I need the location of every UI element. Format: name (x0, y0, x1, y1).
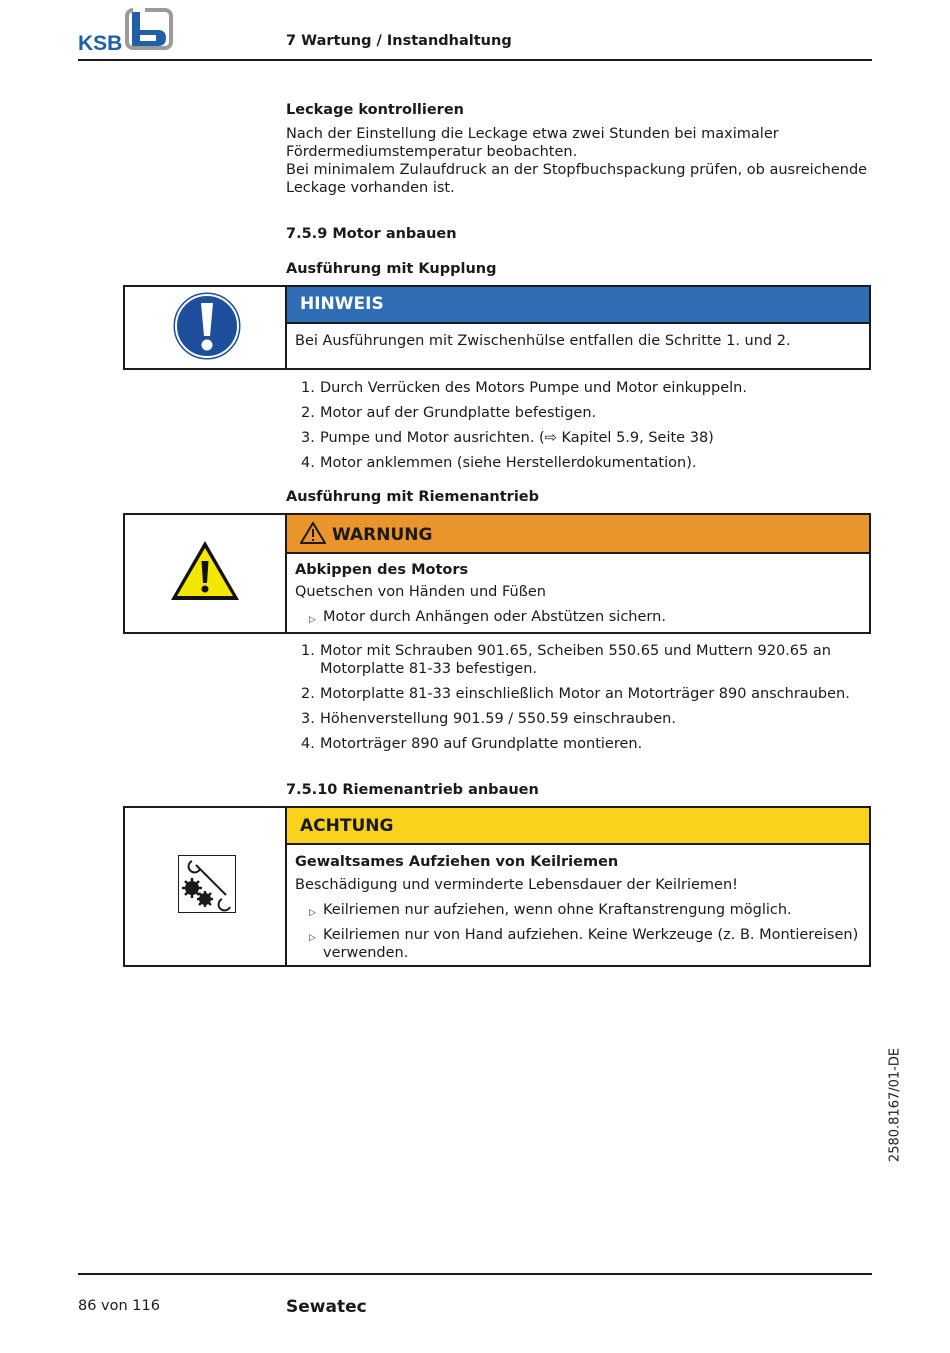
caution-action (295, 901, 861, 919)
leakage-line: Fördermediumstemperatur beobachten. (286, 144, 578, 160)
wrench-gears-icon (178, 855, 236, 913)
document-number-text: 2580.8167/01-DE (887, 1047, 903, 1163)
step-text: Motor auf der Grundplatte befestigen. (320, 405, 597, 421)
caution-hazard: Gewaltsames Aufziehen von Keilriemen (295, 854, 619, 870)
step-text: Höhenverstellung 901.59 / 550.59 einschrauben. (320, 711, 676, 727)
logo-text: KSB (78, 32, 123, 52)
warning-content (295, 561, 861, 626)
list-item (286, 642, 866, 678)
section-title: 7 Wartung / Instandhaltung (286, 33, 512, 49)
step-text: Motor mit Schrauben 901.65, Scheiben 550.65 und Muttern 920.65 an (320, 643, 831, 659)
step-number: 2. (301, 686, 315, 702)
leakage-paragraph (286, 125, 867, 197)
step-text: Motor anklemmen (siehe Herstellerdokumentation). (320, 455, 697, 471)
leakage-line: Nach der Einstellung die Leckage etwa zwei Stunden bei maximaler (286, 126, 779, 142)
step-number: 4. (301, 455, 315, 471)
motor-section-heading: 7.5.9 Motor anbauen (286, 226, 457, 242)
step-text: Motorträger 890 auf Grundplatte montieren. (320, 736, 643, 752)
list-item (286, 710, 866, 728)
notice-icon-cell (125, 287, 287, 368)
ksb-logo (78, 8, 174, 52)
step-text: Motorplatte 81-33 einschließlich Motor an Motorträger 890 anschrauben. (320, 686, 850, 702)
caution-action-text: Keilriemen nur aufziehen, wenn ohne Kraftanstrengung möglich. (323, 902, 792, 918)
list-item (286, 454, 866, 472)
step-number: 4. (301, 736, 315, 752)
step-text[interactable]: Pumpe und Motor ausrichten. (⇨ Kapitel 5.9, Seite 38) (320, 430, 714, 446)
list-item (286, 404, 866, 422)
caution-action-text: verwenden. (323, 945, 409, 961)
warning-action-text: Motor durch Anhängen oder Abstützen sichern. (323, 609, 666, 625)
leakage-line: Leckage vorhanden ist. (286, 180, 455, 196)
notice-text: Bei Ausführungen mit Zwischenhülse entfallen die Schritte 1. und 2. (295, 333, 791, 349)
list-item (286, 429, 866, 447)
mandatory-exclamation-icon (171, 290, 243, 362)
step-number: 1. (301, 643, 315, 659)
page-number: 86 von 116 (78, 1298, 160, 1314)
belt-drive-heading: Ausführung mit Riemenantrieb (286, 489, 540, 505)
step-number: 3. (301, 430, 315, 446)
notice-box (123, 285, 871, 370)
list-item (286, 735, 866, 753)
footer-divider (78, 1273, 872, 1275)
belt-section-heading: 7.5.10 Riemenantrieb anbauen (286, 782, 539, 798)
warning-small-icon (300, 522, 326, 544)
caution-action-text: Keilriemen nur von Hand aufziehen. Keine Werkzeuge (z. B. Montiereisen) (323, 927, 859, 943)
caution-title-bar (287, 808, 869, 845)
leakage-line: Bei minimalem Zulaufdruck an der Stopfbuchspackung prüfen, ob ausreichende (286, 162, 868, 178)
header-divider (78, 59, 872, 61)
warning-hazard: Abkippen des Motors (295, 562, 469, 578)
ksb-logo-graphic (78, 8, 174, 52)
product-name: Sewatec (286, 1297, 367, 1317)
bullet-triangle-icon: ▷ (309, 933, 316, 943)
notice-title-bar (287, 287, 869, 324)
bullet-triangle-icon: ▷ (309, 908, 316, 918)
caution-consequence: Beschädigung und verminderte Lebensdauer der Keilriemen! (295, 877, 738, 893)
step-number: 3. (301, 711, 315, 727)
coupling-steps (286, 379, 866, 479)
caution-action (295, 926, 861, 962)
leakage-heading: Leckage kontrollieren (286, 102, 464, 118)
warning-box (123, 513, 871, 634)
warning-icon-cell (125, 515, 287, 632)
warning-action (295, 608, 861, 626)
warning-title-bar (287, 515, 869, 554)
warning-consequence: Quetschen von Händen und Füßen (295, 584, 546, 600)
warning-triangle-icon (169, 539, 241, 603)
step-text: Motorplatte 81-33 befestigen. (320, 661, 538, 677)
step-number: 1. (301, 380, 315, 396)
step-text: Durch Verrücken des Motors Pumpe und Motor einkuppeln. (320, 380, 747, 396)
belt-steps (286, 642, 866, 760)
step-number: 2. (301, 405, 315, 421)
caution-content (295, 853, 861, 962)
bullet-triangle-icon: ▷ (309, 615, 316, 625)
warning-title: WARNUNG (332, 525, 433, 545)
list-item (286, 379, 866, 397)
caution-box (123, 806, 871, 967)
list-item (286, 685, 866, 703)
coupling-heading: Ausführung mit Kupplung (286, 261, 497, 277)
notice-title: HINWEIS (300, 294, 384, 314)
caution-title: ACHTUNG (300, 816, 394, 836)
caution-icon-cell (125, 808, 287, 965)
